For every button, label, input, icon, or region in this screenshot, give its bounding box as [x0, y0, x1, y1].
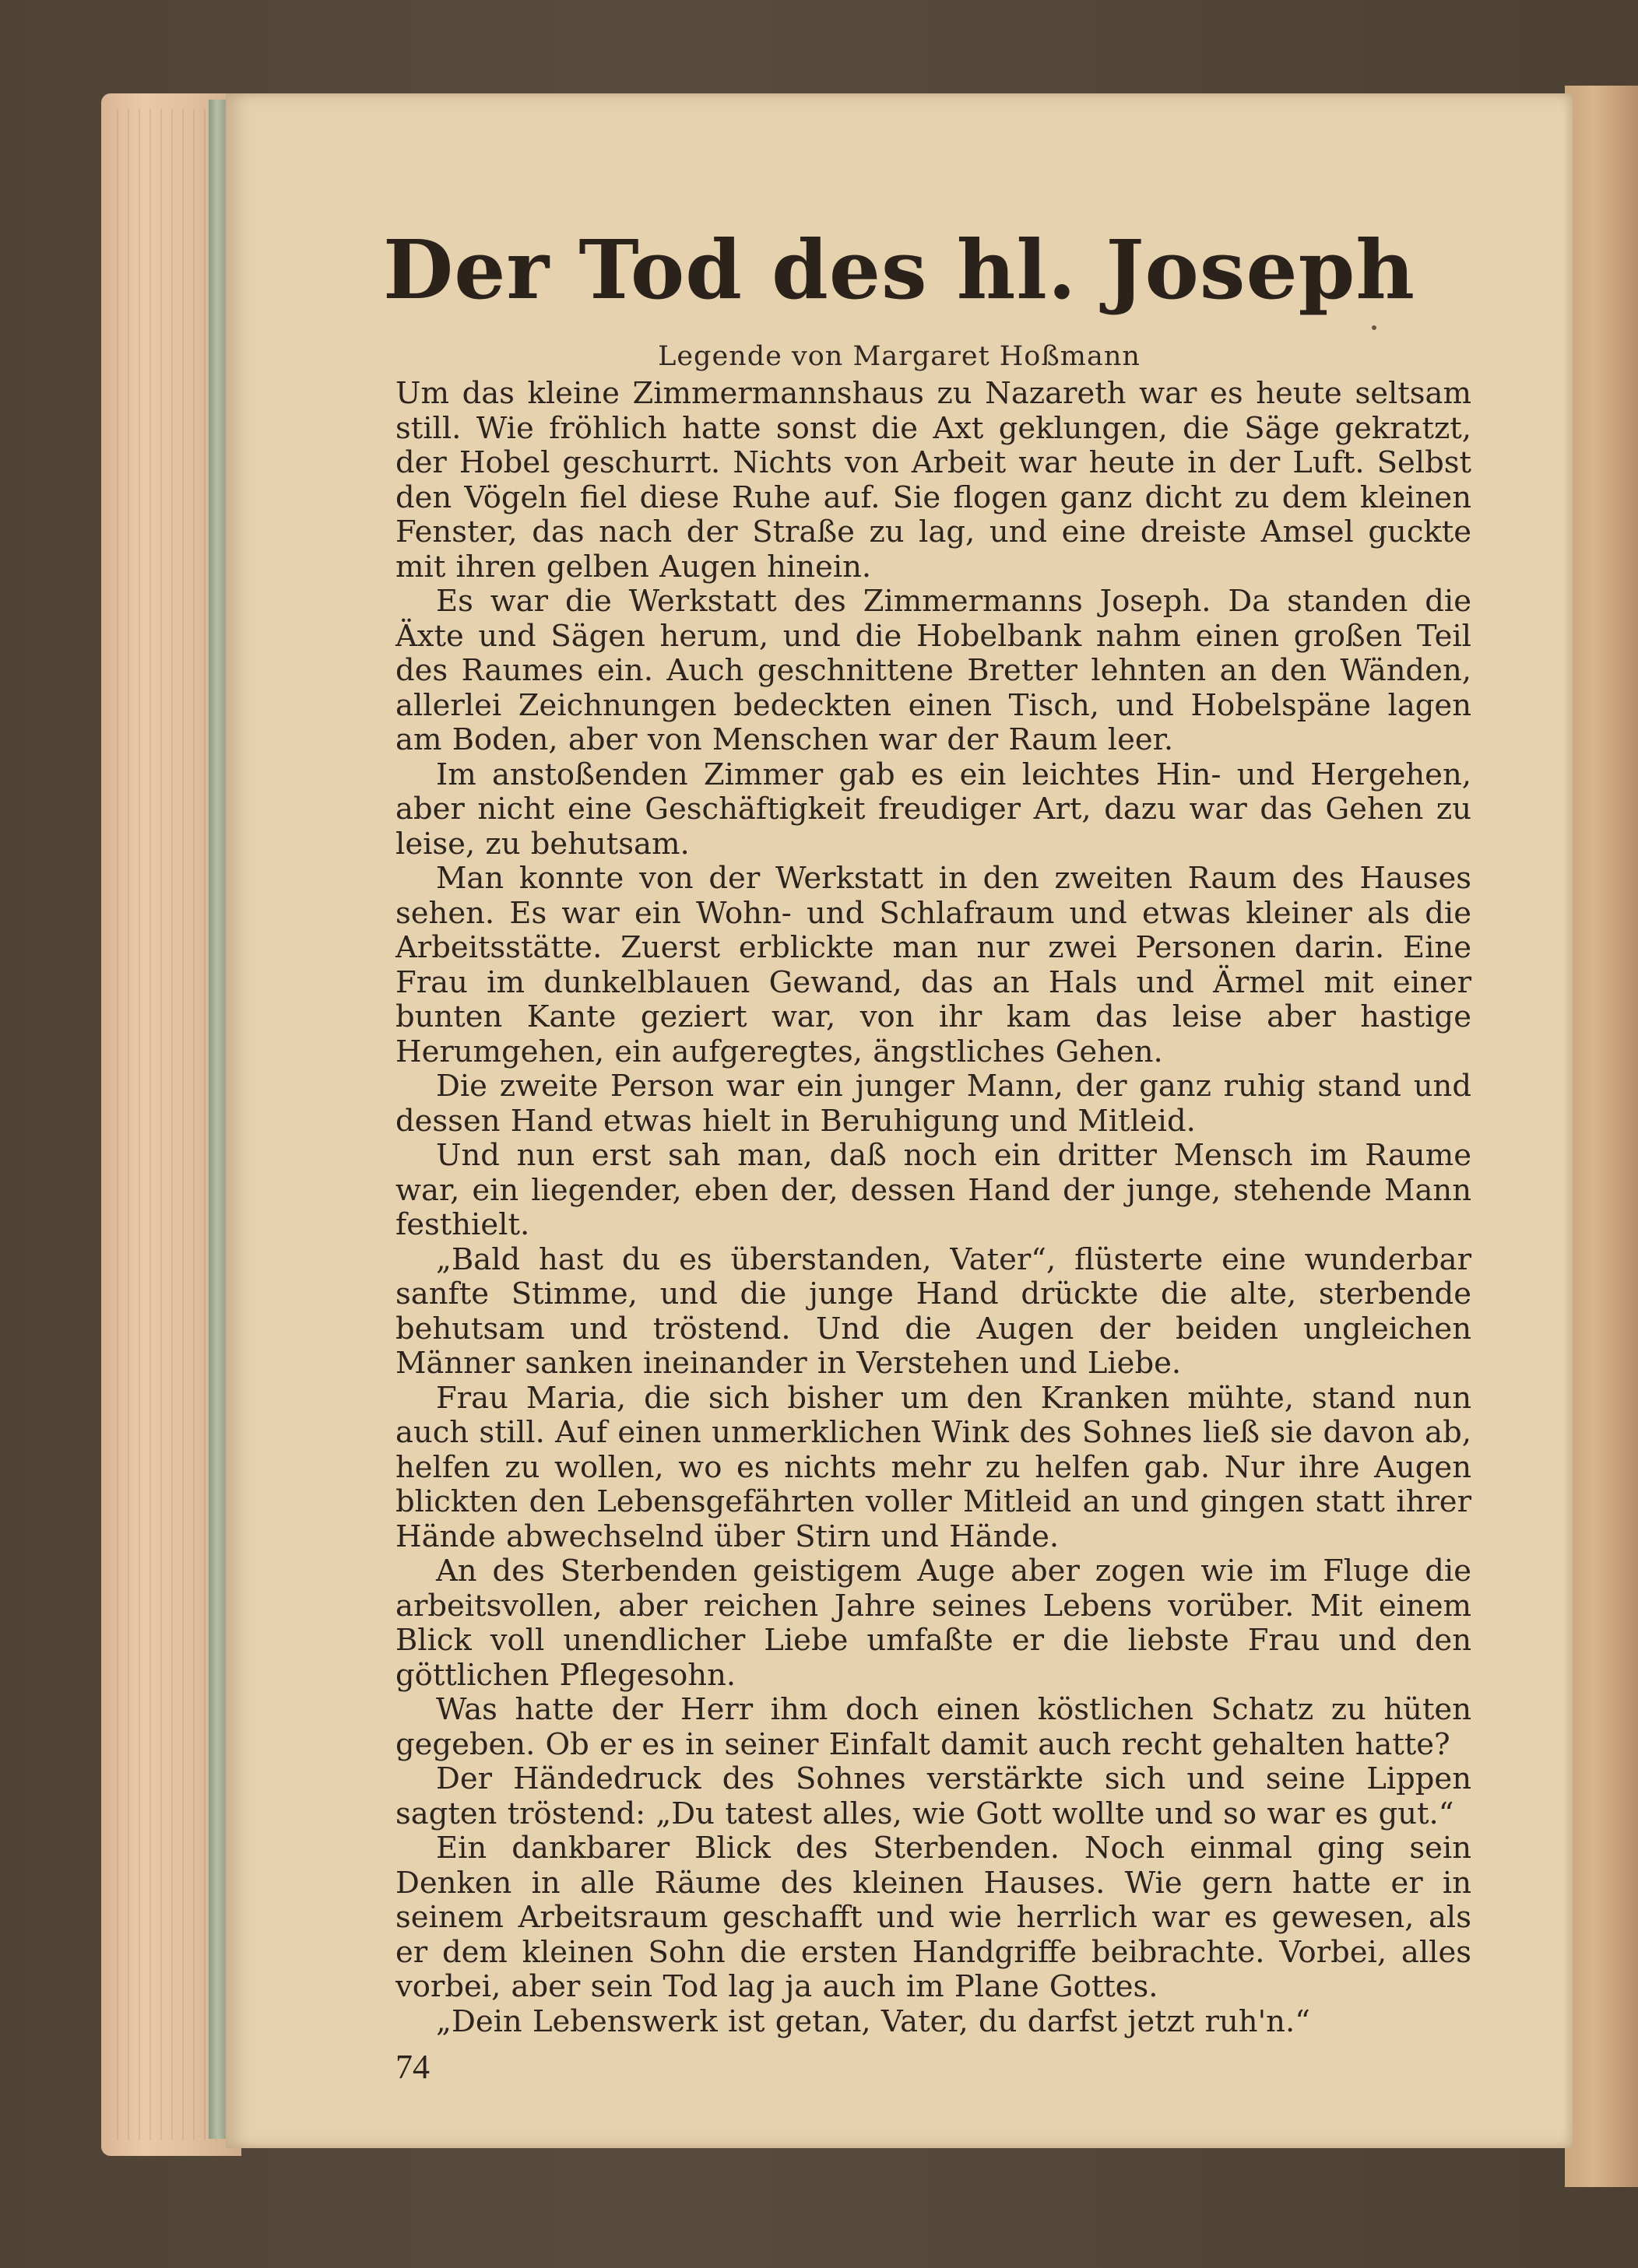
- page-title: Der Tod des hl. Joseph: [383, 222, 1415, 318]
- paragraph-6: Und nun erst sah man, daß noch ein dritter Mensch im Raume war, ein liegender, eben der, dessen Hand der junge, stehende Mann festhielt.: [395, 1138, 1471, 1242]
- story-text: [395, 377, 1471, 2039]
- paragraph-1: Um das kleine Zimmermannshaus zu Nazareth war es heute seltsam still. Wie fröhlich hatte sonst die Axt geklungen, die Säge gekratzt, der Hobel geschurrt. Nichts von Arbeit war heute in der Luft. Selbst den Vögeln fiel diese Ruhe auf. Sie flogen ganz dicht zu dem kleinen Fenster, das nach der Straße zu lag, und eine dreiste Amsel guckte mit ihren gelben Augen hinein.: [395, 376, 1471, 585]
- book-right-edge: [1565, 86, 1638, 2187]
- paragraph-11: Der Händedruck des Sohnes verstärkte sich und seine Lippen sagten tröstend: „Du tatest alles, wie Gott wollte und so war es gut.“: [395, 1761, 1471, 1831]
- book-page: [226, 93, 1573, 2148]
- paragraph-10: Was hatte der Herr ihm doch einen köstlichen Schatz zu hüten gegeben. Ob er es in seiner Einfalt damit auch recht gehalten hatte?: [395, 1692, 1471, 1762]
- paragraph-3: Im anstoßenden Zimmer gab es ein leichtes Hin- und Hergehen, aber nicht eine Geschäftigkeit freudiger Art, dazu war das Gehen zu leise, zu behutsam.: [395, 757, 1471, 862]
- paragraph-5: Die zweite Person war ein junger Mann, der ganz ruhig stand und dessen Hand etwas hielt in Beruhigung und Mitleid.: [395, 1069, 1471, 1139]
- paragraph-9: An des Sterbenden geistigem Auge aber zogen wie im Fluge die arbeitsvollen, aber reichen Jahre seines Lebens vorüber. Mit einem Blick voll unendlicher Liebe umfaßte er die liebste Frau und den göttlichen Pflegesohn.: [395, 1554, 1471, 1693]
- paragraph-12: Ein dankbarer Blick des Sterbenden. Noch einmal ging sein Denken in alle Räume des kleinen Hauses. Wie gern hatte er in seinem Arbeitsraum geschafft und wie herrlich war es gewesen, als er dem kleinen Sohn die ersten Handgriffe beibrachte. Vorbei, alles vorbei, aber sein Tod lag ja auch im Plane Gottes.: [395, 1831, 1471, 2004]
- book-page-edges: [117, 109, 218, 2140]
- ink-dot: [1372, 325, 1376, 330]
- paragraph-4: Man konnte von der Werkstatt in den zweiten Raum des Hauses sehen. Es war ein Wohn- und Schlafraum und etwas kleiner als die Arbeitsstätte. Zuerst erblickte man nur zwei Personen darin. Eine Frau im dunkelblauen Gewand, das an Hals und Ärmel mit einer bunten Kante geziert war, von ihr kam das leise aber hastige Herumgehen, ein aufgeregtes, ängstliches Gehen.: [395, 861, 1471, 1069]
- book-cover-edge: [209, 100, 226, 2139]
- paragraph-8: Frau Maria, die sich bisher um den Kranken mühte, stand nun auch still. Auf einen unmerklichen Wink des Sohnes ließ sie davon ab, helfen zu wollen, wo es nichts mehr zu helfen gab. Nur ihre Augen blickten den Lebensgefährten voller Mitleid an und gingen statt ihrer Hände abwechselnd über Stirn und Hände.: [395, 1380, 1471, 1554]
- paragraph-13: „Dein Lebenswerk ist getan, Vater, du darfst jetzt ruh'n.“: [436, 2003, 1310, 2039]
- page-subtitle: Legende von Margaret Hoßmann: [658, 341, 1141, 372]
- paragraph-7: „Bald hast du es überstanden, Vater“, flüsterte eine wunderbar sanfte Stimme, und die junge Hand drückte die alte, sterbende behutsam und tröstend. Und die Augen der beiden ungleichen Männer sanken ineinander in Verstehen und Liebe.: [395, 1241, 1471, 1381]
- page-number: 74: [395, 2048, 430, 2086]
- paragraph-2: Es war die Werkstatt des Zimmermanns Joseph. Da standen die Äxte und Sägen herum, und die Hobelbank nahm einen großen Teil des Raumes ein. Auch geschnittene Bretter lehnten an den Wänden, allerlei Zeichnungen bedeckten einen Tisch, und Hobelspäne lagen am Boden, aber von Menschen war der Raum leer.: [395, 584, 1471, 757]
